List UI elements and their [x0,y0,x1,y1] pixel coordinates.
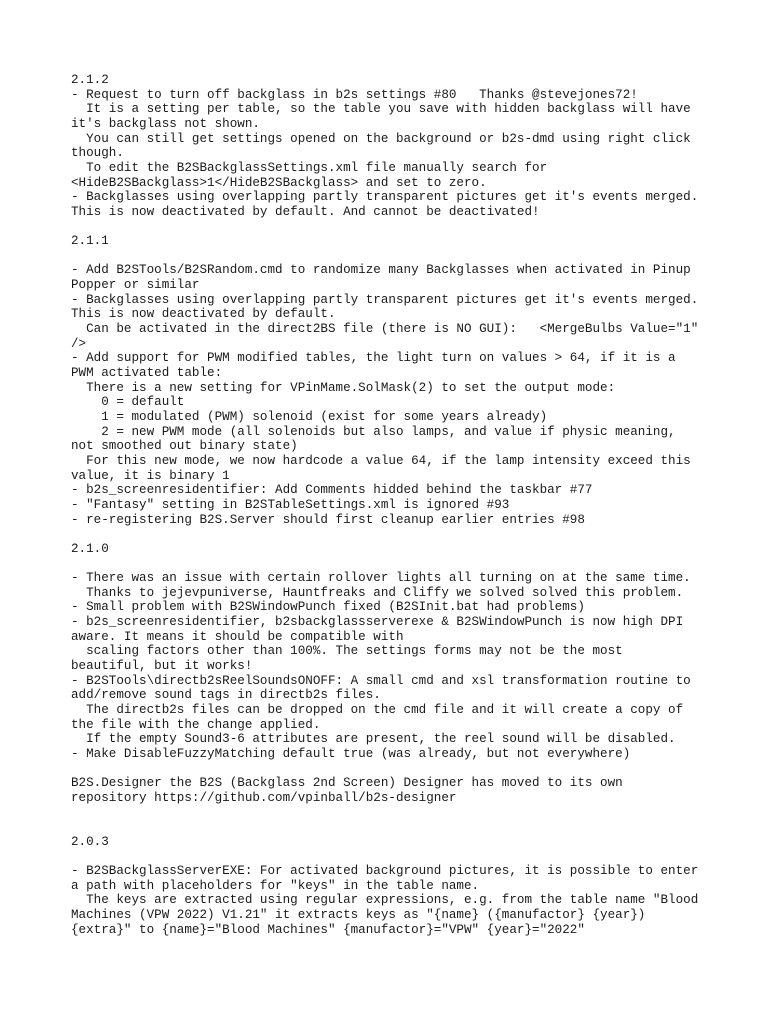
text-line: This is now deactivated by default. [71,307,336,322]
text-line: The keys are extracted using regular expressions, e.g. from the table name "Blood [71,893,699,908]
text-line: Popper or similar [71,278,200,293]
text-line: - Backglasses using overlapping partly transparent pictures get it's events merged. [71,190,699,205]
text-line: You can still get settings opened on the background or b2s-dmd using right click [71,131,691,146]
text-line: 0 = default [71,395,185,410]
text-line: scaling factors other than 100%. The settings forms may not be the most [71,644,623,659]
text-line: it's backglass not shown. [71,116,260,131]
text-line: - Small problem with B2SWindowPunch fixed (B2SInit.bat had problems) [71,600,585,615]
version-heading: 2.0.3 [71,834,109,849]
text-line: It is a setting per table, so the table you save with hidden backglass will have [71,102,691,117]
text-line: repository https://github.com/vpinball/b2s-designer [71,790,457,805]
text-line: Machines (VPW 2022) V1.21" it extracts keys as "{name} ({manufactor} {year}) [71,908,646,923]
text-line: the file with the change applied. [71,717,321,732]
text-line: - There was an issue with certain rollover lights all turning on at the same time. [71,571,691,586]
text-line: For this new mode, we now hardcode a value 64, if the lamp intensity exceed this [71,453,691,468]
text-line: <HideB2SBackglass>1</HideB2SBackglass> and set to zero. [71,175,487,190]
text-line: /> [71,336,87,351]
text-line: {extra}" to {name}="Blood Machines" {manufactor}="VPW" {year}="2022" [71,922,585,937]
text-line: - Request to turn off backglass in b2s settings #80 Thanks @stevejones72! [71,87,638,102]
text-line: 2 = new PWM mode (all solenoids but also lamps, and value if physic meaning, [71,424,676,439]
text-line: beautiful, but it works! [71,659,253,673]
text-line: Thanks to jejevpuniverse, Hauntfreaks and Cliffy we solved solved this problem. [71,585,684,600]
version-heading: 2.1.0 [71,541,109,556]
text-line: - "Fantasy" setting in B2STableSettings.xml is ignored #93 [71,497,510,512]
text-line: - Make DisableFuzzyMatching default true (was already, but not everywhere) [71,746,631,761]
text-line: - Add support for PWM modified tables, the light turn on values > 64, if it is a [71,351,676,366]
text-line: aware. It means it should be compatible with [71,629,404,644]
text-line: The directb2s files can be dropped on the cmd file and it will create a copy of [71,702,684,717]
text-line: - B2SBackglassServerEXE: For activated background pictures, it is possible to enter [71,864,699,879]
text-line: This is now deactivated by default. And cannot be deactivated! [71,204,540,219]
text-line: - b2s_screenresidentifier, b2sbackglassserverexe & B2SWindowPunch is now high DPI [71,615,684,630]
text-line: - B2STools\directb2sReelSoundsONOFF: A small cmd and xsl transformation routine to [71,673,691,688]
text-line: B2S.Designer the B2S (Backglass 2nd Screen) Designer has moved to its own [71,776,623,791]
text-line: a path with placeholders for "keys" in the table name. [71,878,480,893]
text-line: - Add B2STools/B2SRandom.cmd to randomize many Backglasses when activated in Pinup [71,263,691,278]
text-line: - b2s_screenresidentifier: Add Comments hidded behind the taskbar #77 [71,483,593,498]
text-line: Can be activated in the direct2BS file (there is NO GUI): <MergeBulbs Value="1" [71,322,699,337]
text-line: 1 = modulated (PWM) solenoid (exist for some years already) [71,409,548,424]
text-line: - re-registering B2S.Server should first cleanup earlier entries #98 [71,512,585,527]
text-line: though. [71,146,124,161]
text-line: PWM activated table: [71,366,223,380]
text-line: add/remove sound tags in directb2s files. [71,688,381,703]
version-heading: 2.1.2 [71,73,109,87]
version-heading: 2.1.1 [71,234,109,249]
text-line: To edit the B2SBackglassSettings.xml file manually search for [71,160,548,175]
text-line: - Backglasses using overlapping partly transparent pictures get it's events merged. [71,292,699,307]
text-line: If the empty Sound3-6 attributes are present, the reel sound will be disabled. [71,732,676,747]
text-line: not smoothed out binary state) [71,439,298,454]
text-line: There is a new setting for VPinMame.SolMask(2) to set the output mode: [71,380,616,395]
text-line: value, it is binary 1 [71,468,230,483]
